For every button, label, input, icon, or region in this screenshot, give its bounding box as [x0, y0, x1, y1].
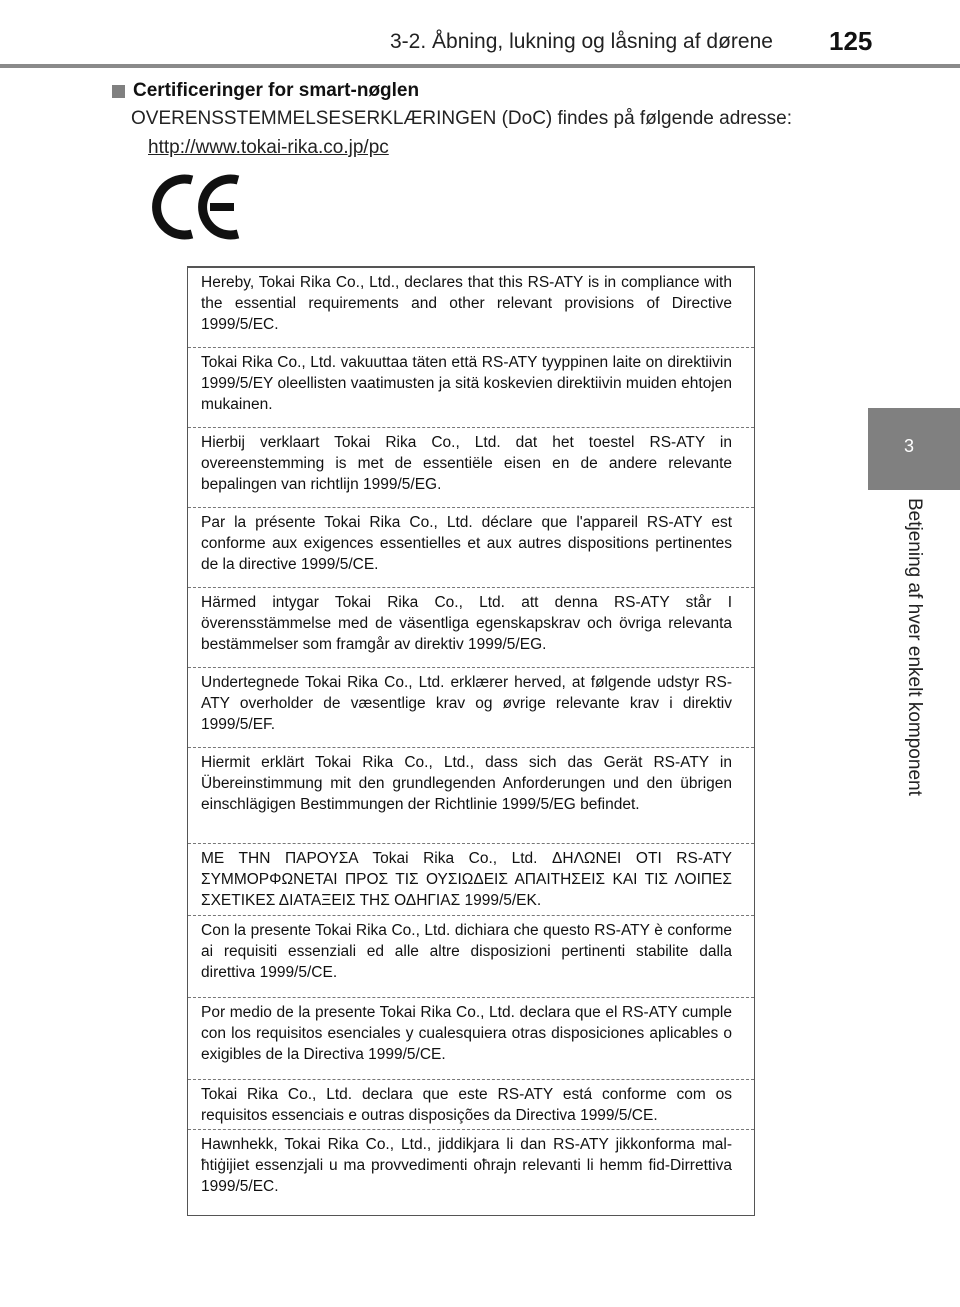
square-bullet-icon	[112, 85, 125, 98]
intro-text: OVERENSSTEMMELSESERKLÆRINGEN (DoC) findes på følgende adresse:	[131, 108, 793, 129]
ce-mark-icon	[150, 172, 250, 242]
declaration-fr: Par la présente Tokai Rika Co., Ltd. déclare que l'appareil RS-ATY est conforme aux exigences essentielles et aux autres dispositions pertinentes de la directive 1999/5/CE.	[188, 508, 754, 588]
declaration-en: Hereby, Tokai Rika Co., Ltd., declares that this RS-ATY is in compliance with the essential requirements and other relevant provisions of Directive 1999/5/EC.	[188, 268, 754, 348]
doc-url-link[interactable]: http://www.tokai-rika.co.jp/pc	[148, 137, 389, 158]
declaration-da: Undertegnede Tokai Rika Co., Ltd. erklærer herved, at følgende udstyr RS-ATY overholder de væsentlige krav og øvrige relevante krav i direktiv 1999/5/EF.	[188, 668, 754, 748]
declaration-nl: Hierbij verklaart Tokai Rika Co., Ltd. dat het toestel RS-ATY in overeenstemming is met de essentiële eisen en de andere relevante bepalingen van richtlijn 1999/5/EG.	[188, 428, 754, 508]
chapter-number: 3	[904, 436, 915, 456]
declaration-el: ΜΕ ΤΗΝ ΠΑΡΟΥΣΑ Tokai Rika Co., Ltd. ΔΗΛΩΝΕΙ ΟΤΙ RS-ATY ΣΥΜΜΟΡΦΩΝΕΤΑΙ ΠΡΟΣ ΤΙΣ ΟΥΣΙΩΔΕΙΣ ΑΠΑΙΤΗΣΕΙΣ ΚΑΙ ΤΙΣ ΛΟΙΠΕΣ ΣΧΕΤΙΚΕΣ ΔΙΑΤΑΞΕΙΣ ΤΗΣ ΟΔΗΓΙΑΣ 1999/5/ΕΚ.	[188, 844, 754, 916]
declarations-table	[187, 266, 755, 1216]
chapter-side-label: Betjening af hver enkelt komponent	[904, 498, 925, 796]
declaration-it: Con la presente Tokai Rika Co., Ltd. dichiara che questo RS-ATY è conforme ai requisiti essenziali ed alle altre disposizioni pertinenti stabilite dalla direttiva 1999/5/CE.	[188, 916, 754, 998]
declaration-sv: Härmed intygar Tokai Rika Co., Ltd. att denna RS-ATY står I överensstämmelse med de väsentliga egenskapskrav och övriga relevanta bestämmelser som framgår av direktiv 1999/5/EG.	[188, 588, 754, 668]
declaration-fi: Tokai Rika Co., Ltd. vakuuttaa täten että RS-ATY tyyppinen laite on direktiivin 1999/5/EY oleellisten vaatimusten ja sitä koskevien direktiivin muiden ehtojen mukainen.	[188, 348, 754, 428]
declaration-de: Hiermit erklärt Tokai Rika Co., Ltd., dass sich das Gerät RS-ATY in Übereinstimmung mit den grundlegenden Anforderungen und den übrigen einschlägigen Bestimmungen der Richtlinie 1999/5/EG befindet.	[188, 748, 754, 844]
section-heading-text: Certificeringer for smart-nøglen	[133, 80, 420, 101]
page-number: 125	[829, 26, 873, 56]
header-divider	[0, 64, 960, 68]
declaration-es: Por medio de la presente Tokai Rika Co., Ltd. declara que el RS-ATY cumple con los requisitos esenciales y cualesquiera otras disposiciones aplicables o exigibles de la Directiva 1999/5/CE.	[188, 998, 754, 1080]
header-title: 3-2. Åbning, lukning og låsning af dørene	[390, 30, 773, 53]
chapter-tab	[868, 408, 960, 490]
section-heading	[112, 80, 419, 102]
declaration-pt: Tokai Rika Co., Ltd. declara que este RS-ATY está conforme com os requisitos essenciais e outras disposições da Directiva 1999/5/CE.	[188, 1080, 754, 1130]
declaration-mt: Hawnhekk, Tokai Rika Co., Ltd., jiddikjara li dan RS-ATY jikkonforma mal-ħtiġijiet essenzjali u ma provvedimenti oħrajn relevanti li hemm fid-Dirrettiva 1999/5/EC.	[201, 1136, 732, 1195]
